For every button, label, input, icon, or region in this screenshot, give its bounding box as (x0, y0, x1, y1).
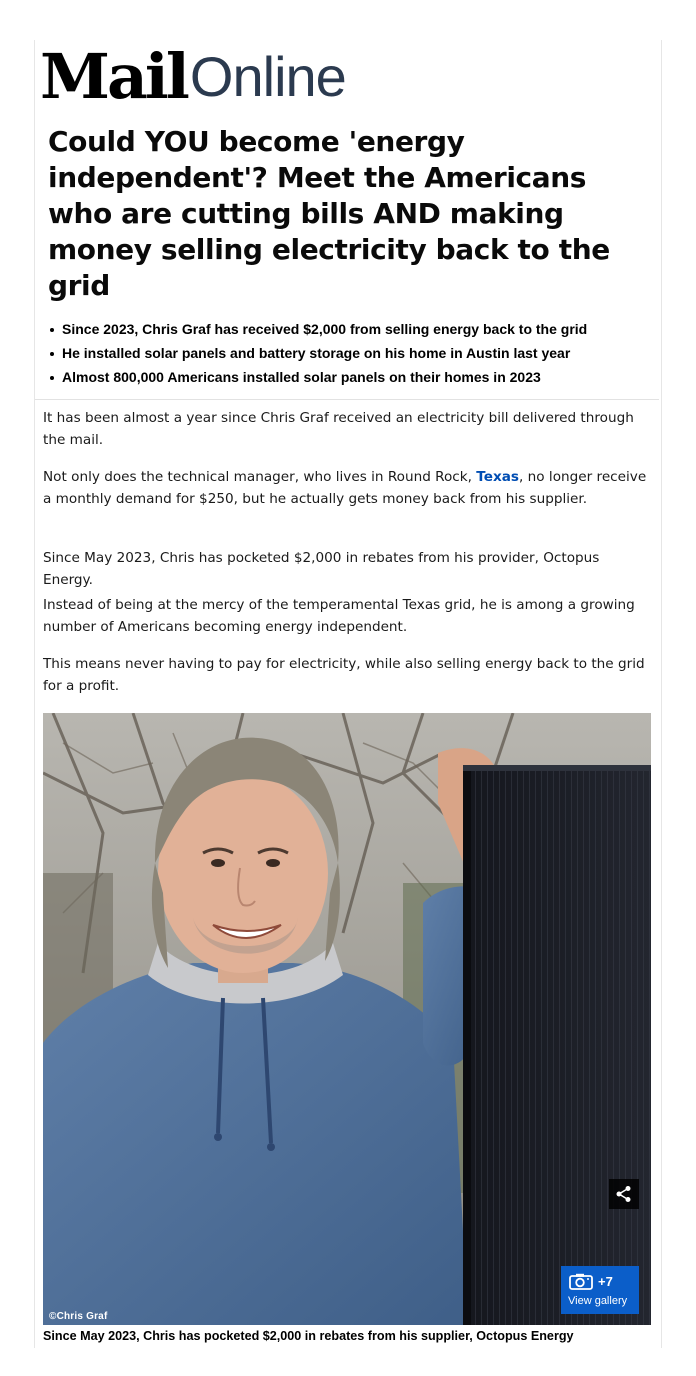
article-paragraph: It has been almost a year since Chris Graf received an electricity bill delivered through the mail. (43, 410, 634, 448)
gallery-label: View gallery (568, 1295, 628, 1307)
gallery-count: +7 (598, 1273, 613, 1289)
summary-bullet: Almost 800,000 Americans installed solar panels on their homes in 2023 (48, 365, 658, 389)
share-icon (615, 1185, 633, 1203)
paragraph-text: Not only does the technical manager, who lives in Round Rock, (43, 469, 477, 485)
photo-credit: ©Chris Graf (49, 1311, 108, 1322)
article-headline: Could YOU become 'energy independent'? Meet the Americans who are cutting bills AND making money selling electricity back to the grid (48, 125, 610, 302)
summary-bullet: Since 2023, Chris Graf has received $2,000 from selling energy back to the grid (48, 317, 658, 341)
summary-bullet: He installed solar panels and battery storage on his home in Austin last year (48, 341, 658, 365)
paragraph-text: , no longer receive a monthly demand for $250, but he actually gets money back from his supplier. (43, 469, 647, 507)
summary-divider (35, 399, 659, 400)
texas-topic-link[interactable]: Texas (476, 469, 520, 485)
gallery-button-top (569, 1273, 613, 1290)
article-paragraph (43, 466, 653, 510)
logo-mail-wordmark: Mail (40, 40, 187, 113)
article-summary-bullets (48, 317, 658, 389)
camera-icon (569, 1273, 593, 1290)
logo-online-wordmark: Online (189, 45, 346, 108)
mailonline-logo[interactable] (40, 40, 430, 113)
photo-caption: Since May 2023, Chris has pocketed $2,000 in rebates from his supplier, Octopus Energy (43, 1329, 574, 1343)
article-paragraph: Since May 2023, Chris has pocketed $2,000 in rebates from his provider, Octopus Energy. (43, 550, 600, 588)
view-gallery-button[interactable] (561, 1266, 639, 1314)
article-photo[interactable] (43, 713, 651, 1325)
article-paragraph: This means never having to pay for electricity, while also selling energy back to the grid for a profit. (43, 656, 645, 694)
photo-illustration (43, 713, 651, 1325)
share-button[interactable] (609, 1179, 639, 1209)
article-paragraph: Instead of being at the mercy of the temperamental Texas grid, he is among a growing number of Americans becoming energy independent. (43, 597, 635, 635)
